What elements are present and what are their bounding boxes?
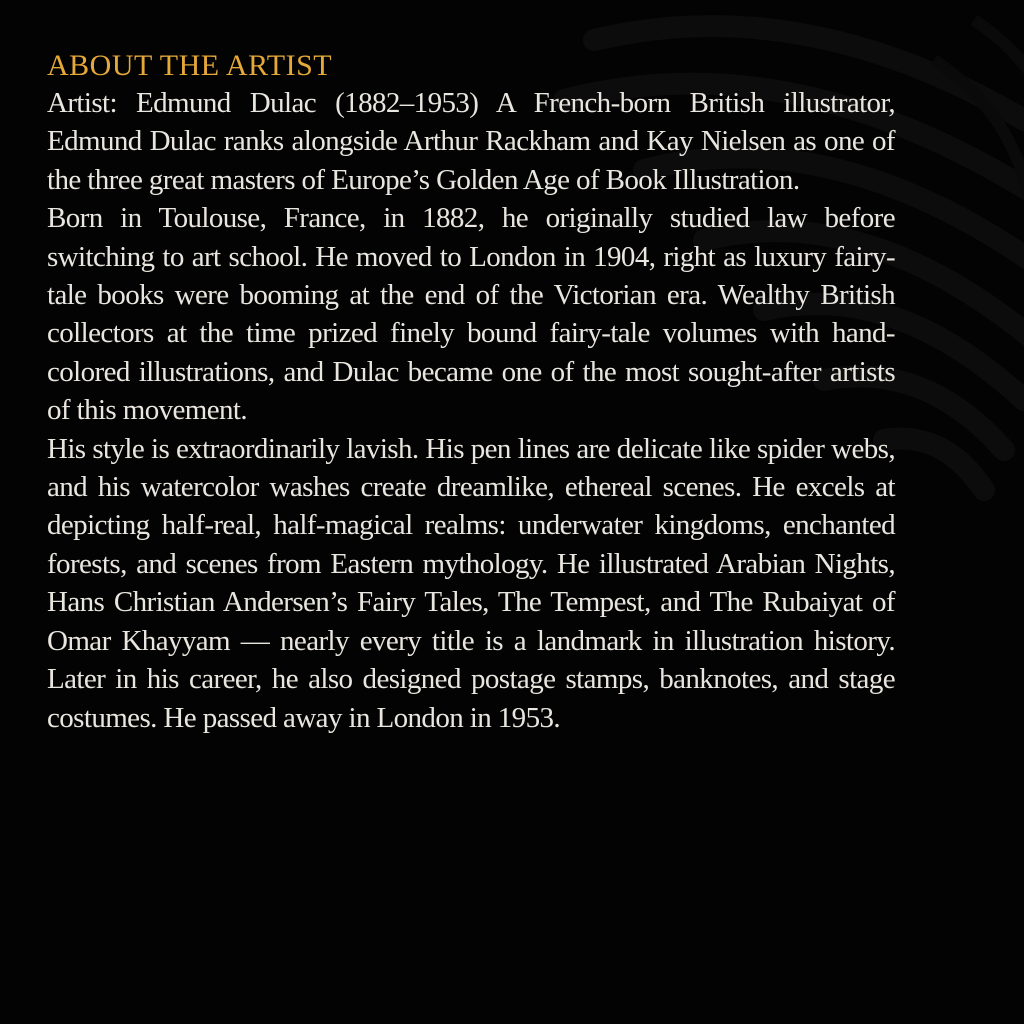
bio-paragraph-intro: Artist: Edmund Dulac (1882–1953) A French-born British illustrator, Edmund Dulac ranks alongside Arthur Rackham and Kay Nielsen as one of the three great masters of Europe’s Golden Age of Book Illustration.: [47, 87, 895, 196]
bio-paragraph-style: His style is extraordinarily lavish. His pen lines are delicate like spider webs, and his watercolor washes create dreamlike, ethereal scenes. He excels at depicting half-real, half-magical realms: underwater kingdoms, enchanted forests, and scenes from Eastern mythology. He illustrated Arabian Nights, Hans Christian Andersen’s Fairy Tales, The Tempest, and The Rubaiyat of Omar Khayyam — nearly every title is a landmark in illustration history. Later in his career, he also designed postage stamps, banknotes, and stage costumes. He passed away in London in 1953.: [47, 432, 895, 734]
section-heading: ABOUT THE ARTIST: [47, 49, 333, 82]
artist-bio: [47, 48, 895, 737]
bio-paragraph-early-life: Born in Toulouse, France, in 1882, he originally studied law before switching to art school. He moved to London in 1904, right as luxury fairy-tale books were booming at the end of the Victorian era. Wealthy British collectors at the time prized finely bound fairy-tale volumes with hand-colored illustrations, and Dulac became one of the most sought-after artists of this movement.: [47, 202, 895, 427]
